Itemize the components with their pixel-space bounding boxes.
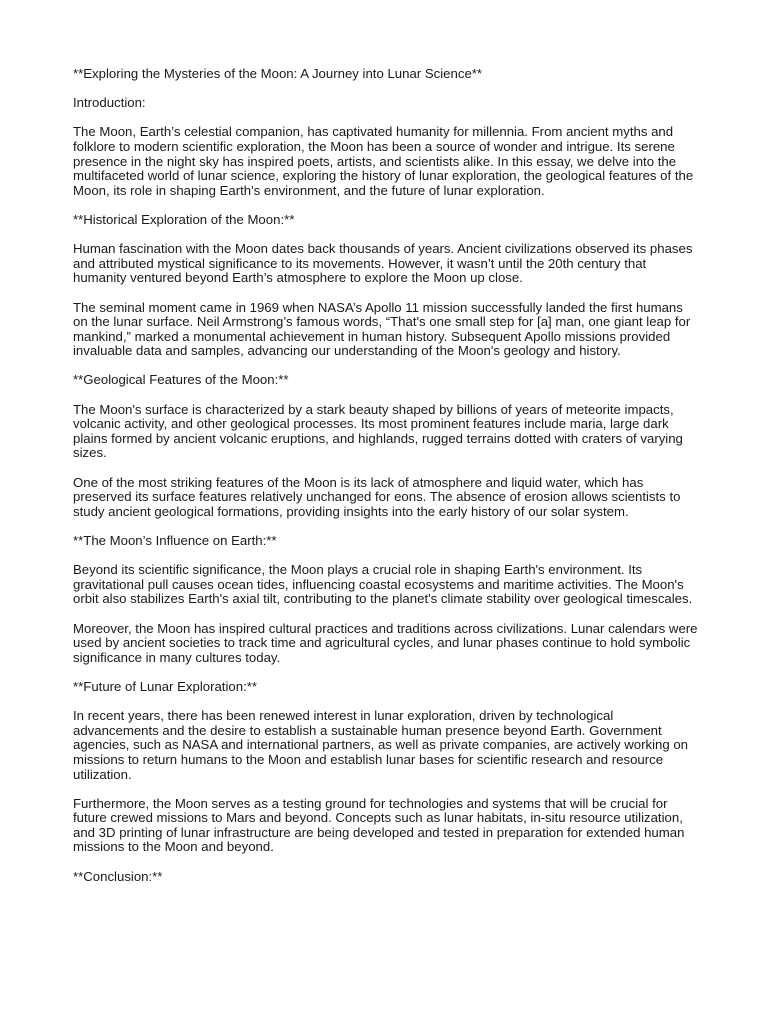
future-paragraph-2: Furthermore, the Moon serves as a testing ground for technologies and systems that will be crucial for future crewed missions to Mars and beyond. Concepts such as lunar habitats, in-situ resource utilization, and 3D printing of lunar infrastructure are being developed and tested in preparation for extended human missions to the Moon and beyond. bbox=[73, 795, 685, 855]
intro-paragraph: The Moon, Earth’s celestial companion, has captivated humanity for millennia. From ancient myths and folklore to modern scientific exploration, the Moon has been a source of wonder and intrigue. Its serene presence in the night sky has inspired poets, artists, and scientists alike. In this essay, we delve into the multifaceted world of lunar science, exploring the history of lunar exploration, the geological features of the Moon, its role in shaping Earth's environment, and the future of lunar exploration. bbox=[73, 124, 694, 198]
influence-paragraph-2: Moreover, the Moon has inspired cultural practices and traditions across civilizations. Lunar calendars were used by ancient societies to track time and agricultural cycles, and lunar phases continue to hold symbolic significance in many cultures today. bbox=[73, 620, 698, 665]
section-heading-future: **Future of Lunar Exploration:** bbox=[73, 678, 258, 694]
geology-paragraph-2: One of the most striking features of the Moon is its lack of atmosphere and liquid water, which has preserved its surface features relatively unchanged for eons. The absence of erosion allows scientists to study ancient geological formations, providing insights into the early history of our solar system. bbox=[73, 474, 681, 519]
section-heading-introduction: Introduction: bbox=[73, 95, 146, 111]
document-title: **Exploring the Mysteries of the Moon: A Journey into Lunar Science** bbox=[73, 66, 483, 81]
section-heading-influence: **The Moon’s Influence on Earth:** bbox=[73, 533, 277, 548]
section-heading-conclusion: **Conclusion:** bbox=[73, 868, 163, 884]
history-paragraph-2: The seminal moment came in 1969 when NASA’s Apollo 11 mission successfully landed the first humans on the lunar surface. Neil Armstrong’s famous words, “That's one small step for [a] man, one giant leap for mankind,” marked a monumental achievement in human history. Subsequent Apollo missions provided invaluable data and samples, advancing our understanding of the Moon's geology and history. bbox=[73, 299, 691, 359]
history-paragraph-1: Human fascination with the Moon dates back thousands of years. Ancient civilizations observed its phases and attributed mystical significance to its movements. However, it wasn’t until the 20th century that humanity ventured beyond Earth’s atmosphere to explore the Moon up close. bbox=[73, 241, 693, 286]
future-paragraph-1: In recent years, there has been renewed interest in lunar exploration, driven by technological advancements and the desire to establish a sustainable human presence beyond Earth. Government agencies, such as NASA and international partners, as well as private companies, are actively working on missions to return humans to the Moon and establish lunar bases for scientific research and resource utilization. bbox=[73, 708, 689, 782]
section-heading-geology: **Geological Features of the Moon:** bbox=[73, 372, 289, 388]
document-page bbox=[73, 67, 699, 884]
geology-paragraph-1: The Moon's surface is characterized by a stark beauty shaped by billions of years of meteorite impacts, volcanic activity, and other geological processes. Its most prominent features include maria, large dark plains formed by ancient volcanic eruptions, and highlands, rugged terrains dotted with craters of varying sizes. bbox=[73, 401, 683, 461]
section-heading-history: **Historical Exploration of the Moon:** bbox=[73, 211, 295, 227]
influence-paragraph-1: Beyond its scientific significance, the Moon plays a crucial role in shaping Earth's environment. Its gravitational pull causes ocean tides, influencing coastal ecosystems and maritime activities. The Moon's orbit also stabilizes Earth's axial tilt, contributing to the planet's climate stability over geological timescales. bbox=[73, 562, 693, 607]
